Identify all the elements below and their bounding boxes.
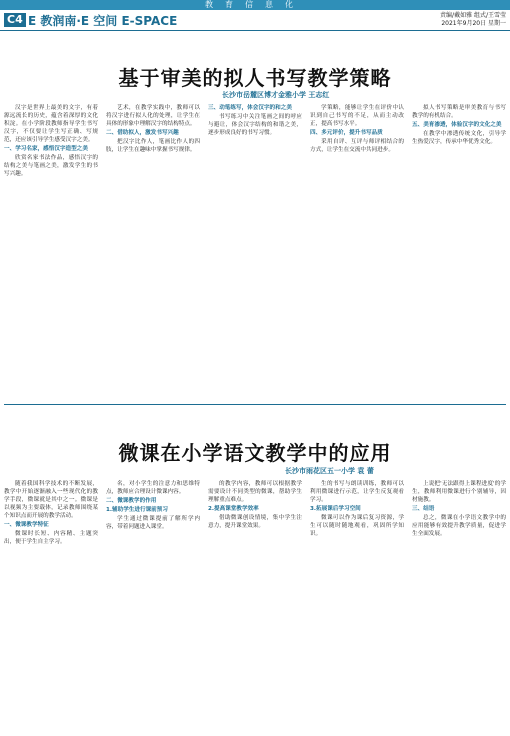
subheading: 四、多元评价，提升书写品质: [310, 130, 383, 136]
paragraph: 微课可以作为课后复习资源，学生可以随时随地观看，巩固所学知识。: [310, 515, 404, 537]
paragraph: 名，对小学生的注意力和思维特点，教师应合理设计微课内容。: [106, 481, 200, 495]
subheading: 1.辅助学生进行课前预习: [106, 507, 168, 513]
masthead-strip: 教育信息化: [0, 0, 510, 10]
paragraph: 总之，微课在小学语文教学中的应用能够有效提升教学质量，促进学生全面发展。: [412, 515, 506, 537]
paragraph: 书写练习中关注笔画之间的呼应与避让，体会汉字结构的和谐之美，逐步形成良好的书写习惯。: [208, 114, 302, 136]
subheading: 2.提高课堂教学效率: [208, 506, 259, 512]
editor-line: 责编/戴如雅 组式/王雪莹: [440, 12, 506, 19]
article2-body: [4, 480, 506, 730]
subheading: 一、学习名家，感悟汉字造型之美: [4, 146, 88, 152]
paragraph: 上说把'无法跟得上课程进度'的学生，教师利用微课进行个别辅导，因材施教。: [412, 481, 506, 503]
subheading: 三、动笔练写，体会汉字的和之美: [208, 105, 292, 111]
text-column: [208, 480, 302, 730]
paragraph: 把汉字比作人，笔画比作人的四肢，让学生在趣味中掌握书写规律。: [106, 139, 200, 153]
article1-title: 基于审美的拟人书写教学策略: [118, 66, 392, 90]
paragraph: 生的书写与朗读训练，教师可以利用微课进行示范，让学生反复观看学习。: [310, 481, 404, 503]
page-number: C4: [4, 13, 26, 27]
paragraph: 在教学中渗透传统文化，引导学生热爱汉字，传承中华优秀文化。: [412, 131, 506, 145]
paragraph: 艺术，在教学实践中，教师可以将汉字进行拟人化的处理，让学生在具体的形象中理解汉字的结构特点。: [106, 105, 200, 127]
paragraph: 微课时长短、内容精、主题突出，便于学生自主学习。: [4, 531, 98, 545]
paragraph: 学策略，能够让学生在评价中认识到自己书写的不足，从而主动改正，提高书写水平。: [310, 105, 404, 127]
subheading: 一、微课教学特征: [4, 522, 49, 528]
issue-info: [440, 12, 506, 28]
text-column: [106, 104, 200, 399]
text-column: [4, 104, 98, 399]
paragraph: 采用自评、互评与师评相结合的方式，让学生在交流中共同进步。: [310, 139, 404, 153]
text-column: [412, 480, 506, 730]
paragraph: 汉字是世界上最美的文字，有着源远流长的历史，蕴含着深厚的文化积淀。在小学阶段教师指导学生书写汉字，不仅要让学生写正确、写规范，还应该引导学生感受汉字之美。: [4, 105, 98, 143]
section-header: [0, 11, 510, 31]
paragraph: 借助微课创设情境，集中学生注意力，提升课堂效果。: [208, 515, 302, 529]
text-column: [310, 480, 404, 730]
article1-body: [4, 104, 506, 399]
text-column: [208, 104, 302, 399]
section-title: E 教润南·E 空间 E-SPACE: [28, 14, 178, 28]
article-divider: [4, 404, 506, 405]
date-line: 2021年9月20日 星期一: [441, 20, 506, 27]
page-header: [0, 0, 510, 30]
text-column: [412, 104, 506, 399]
text-column: [106, 480, 200, 730]
article2-byline: 长沙市雨花区五一小学 袁 蕾: [285, 467, 374, 475]
subheading: 三、结语: [412, 506, 435, 512]
subheading: 二、微课教学的作用: [106, 498, 157, 504]
paragraph: 欣赏名家书法作品，感悟汉字的结构之美与笔画之美，激发学生的书写兴趣。: [4, 155, 98, 177]
subheading: 五、美育渗透，体验汉字的文化之美: [412, 122, 502, 128]
paragraph: 随着我国科学技术的不断发展，教学中开始逐渐融入一些现代化的教学手段，微课就是其中之一。微课是以视频为主要载体，记录教师围绕某个知识点而开展的教学活动。: [4, 481, 98, 519]
paragraph: 拟人书写策略是审美教育与书写教学的有机结合。: [412, 105, 506, 119]
text-column: [310, 104, 404, 399]
subheading: 二、借助拟人，激发书写兴趣: [106, 130, 179, 136]
text-column: [4, 480, 98, 730]
paragraph: 学生通过微课提前了解所学内容，带着问题进入课堂。: [106, 516, 200, 530]
article1-byline: 长沙市岳麓区博才金雅小学 王志红: [222, 91, 330, 99]
subheading: 3.拓展课后学习空间: [310, 506, 361, 512]
article2-title: 微课在小学语文教学中的应用: [118, 441, 392, 465]
paragraph: 的教学内容，教师可以根据教学需要设计不同类型的微课，帮助学生理解重点难点。: [208, 481, 302, 503]
